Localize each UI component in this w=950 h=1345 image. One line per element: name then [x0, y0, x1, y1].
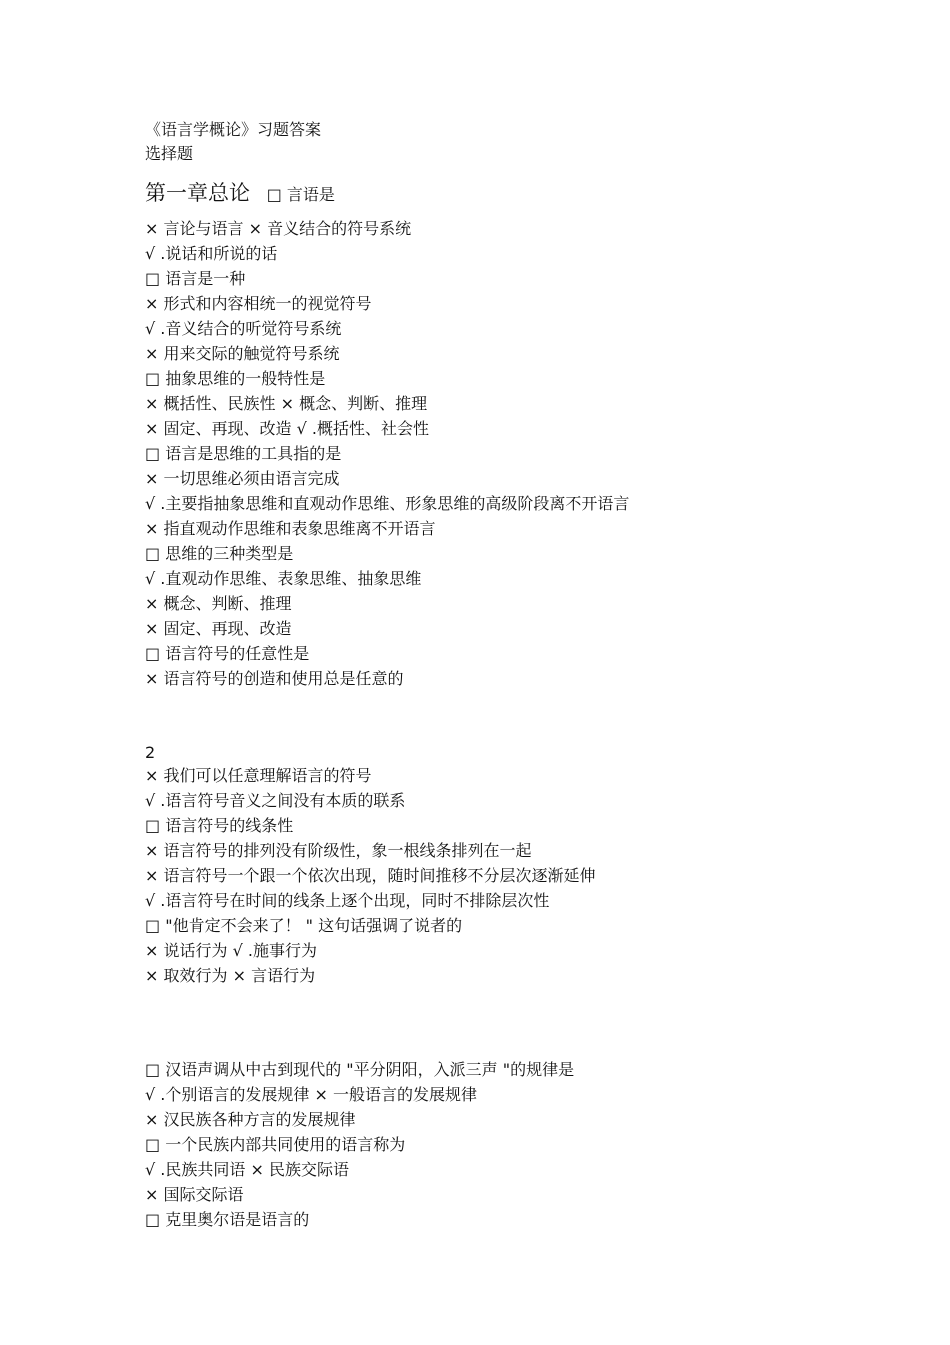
- chapter-question: □ 言语是: [266, 185, 335, 204]
- chapter-heading: [145, 180, 335, 208]
- answer-line: × 语言符号一个跟一个依次出现，随时间推移不分层次逐渐延伸: [145, 866, 596, 885]
- answer-line: □ "他肯定不会来了！ " 这句话强调了说者的: [145, 916, 463, 935]
- answer-line: × 语言符号的排列没有阶级性，象一根线条排列在一起: [145, 841, 532, 860]
- answer-line: × 用来交际的触觉符号系统: [145, 344, 340, 363]
- answer-line: × 说话行为 √ .施事行为: [145, 941, 317, 960]
- answer-line: □ 思维的三种类型是: [145, 544, 294, 563]
- answer-line: □ 克里奥尔语是语言的: [145, 1210, 310, 1229]
- answer-line: □ 语言是思维的工具指的是: [145, 444, 342, 463]
- answer-line: × 言论与语言 × 音义结合的符号系统: [145, 219, 412, 238]
- doc-title: 《语言学概论》习题答案: [145, 120, 322, 139]
- answer-line: □ 汉语声调从中古到现代的 "平分阴阳，入派三声 "的规律是: [145, 1060, 575, 1079]
- answer-line: × 一切思维必须由语言完成: [145, 469, 340, 488]
- page-number: 2: [145, 743, 156, 762]
- answer-line: √ .说话和所说的话: [145, 244, 278, 263]
- answer-line: □ 语言符号的线条性: [145, 816, 294, 835]
- answer-line: √ .民族共同语 × 民族交际语: [145, 1160, 349, 1179]
- answer-line: √ .语言符号在时间的线条上逐个出现，同时不排除层次性: [145, 891, 550, 910]
- answer-line: □ 抽象思维的一般特性是: [145, 369, 326, 388]
- section-heading: 选择题: [145, 144, 194, 163]
- answer-line: √ .主要指抽象思维和直观动作思维、形象思维的高级阶段离不开语言: [145, 494, 630, 513]
- answer-line: √ .音义结合的听觉符号系统: [145, 319, 342, 338]
- chapter-title: 第一章总论: [145, 181, 250, 205]
- answer-line: × 汉民族各种方言的发展规律: [145, 1110, 356, 1129]
- answer-line: □ 语言是一种: [145, 269, 246, 288]
- answer-line: × 我们可以任意理解语言的符号: [145, 766, 372, 785]
- answer-line: × 语言符号的创造和使用总是任意的: [145, 669, 404, 688]
- answer-line: × 固定、再现、改造 √ .概括性、社会性: [145, 419, 429, 438]
- answer-line: √ .直观动作思维、表象思维、抽象思维: [145, 569, 422, 588]
- answer-line: × 指直观动作思维和表象思维离不开语言: [145, 519, 436, 538]
- answer-line: × 固定、再现、改造: [145, 619, 292, 638]
- answer-line: × 概念、判断、推理: [145, 594, 292, 613]
- answer-line: √ .语言符号音义之间没有本质的联系: [145, 791, 406, 810]
- answer-line: × 概括性、民族性 × 概念、判断、推理: [145, 394, 428, 413]
- answer-line: □ 语言符号的任意性是: [145, 644, 310, 663]
- answer-line: √ .个别语言的发展规律 × 一般语言的发展规律: [145, 1085, 477, 1104]
- answer-line: × 取效行为 × 言语行为: [145, 966, 316, 985]
- answer-line: □ 一个民族内部共同使用的语言称为: [145, 1135, 406, 1154]
- answer-line: × 形式和内容相统一的视觉符号: [145, 294, 372, 313]
- answer-line: × 国际交际语: [145, 1185, 244, 1204]
